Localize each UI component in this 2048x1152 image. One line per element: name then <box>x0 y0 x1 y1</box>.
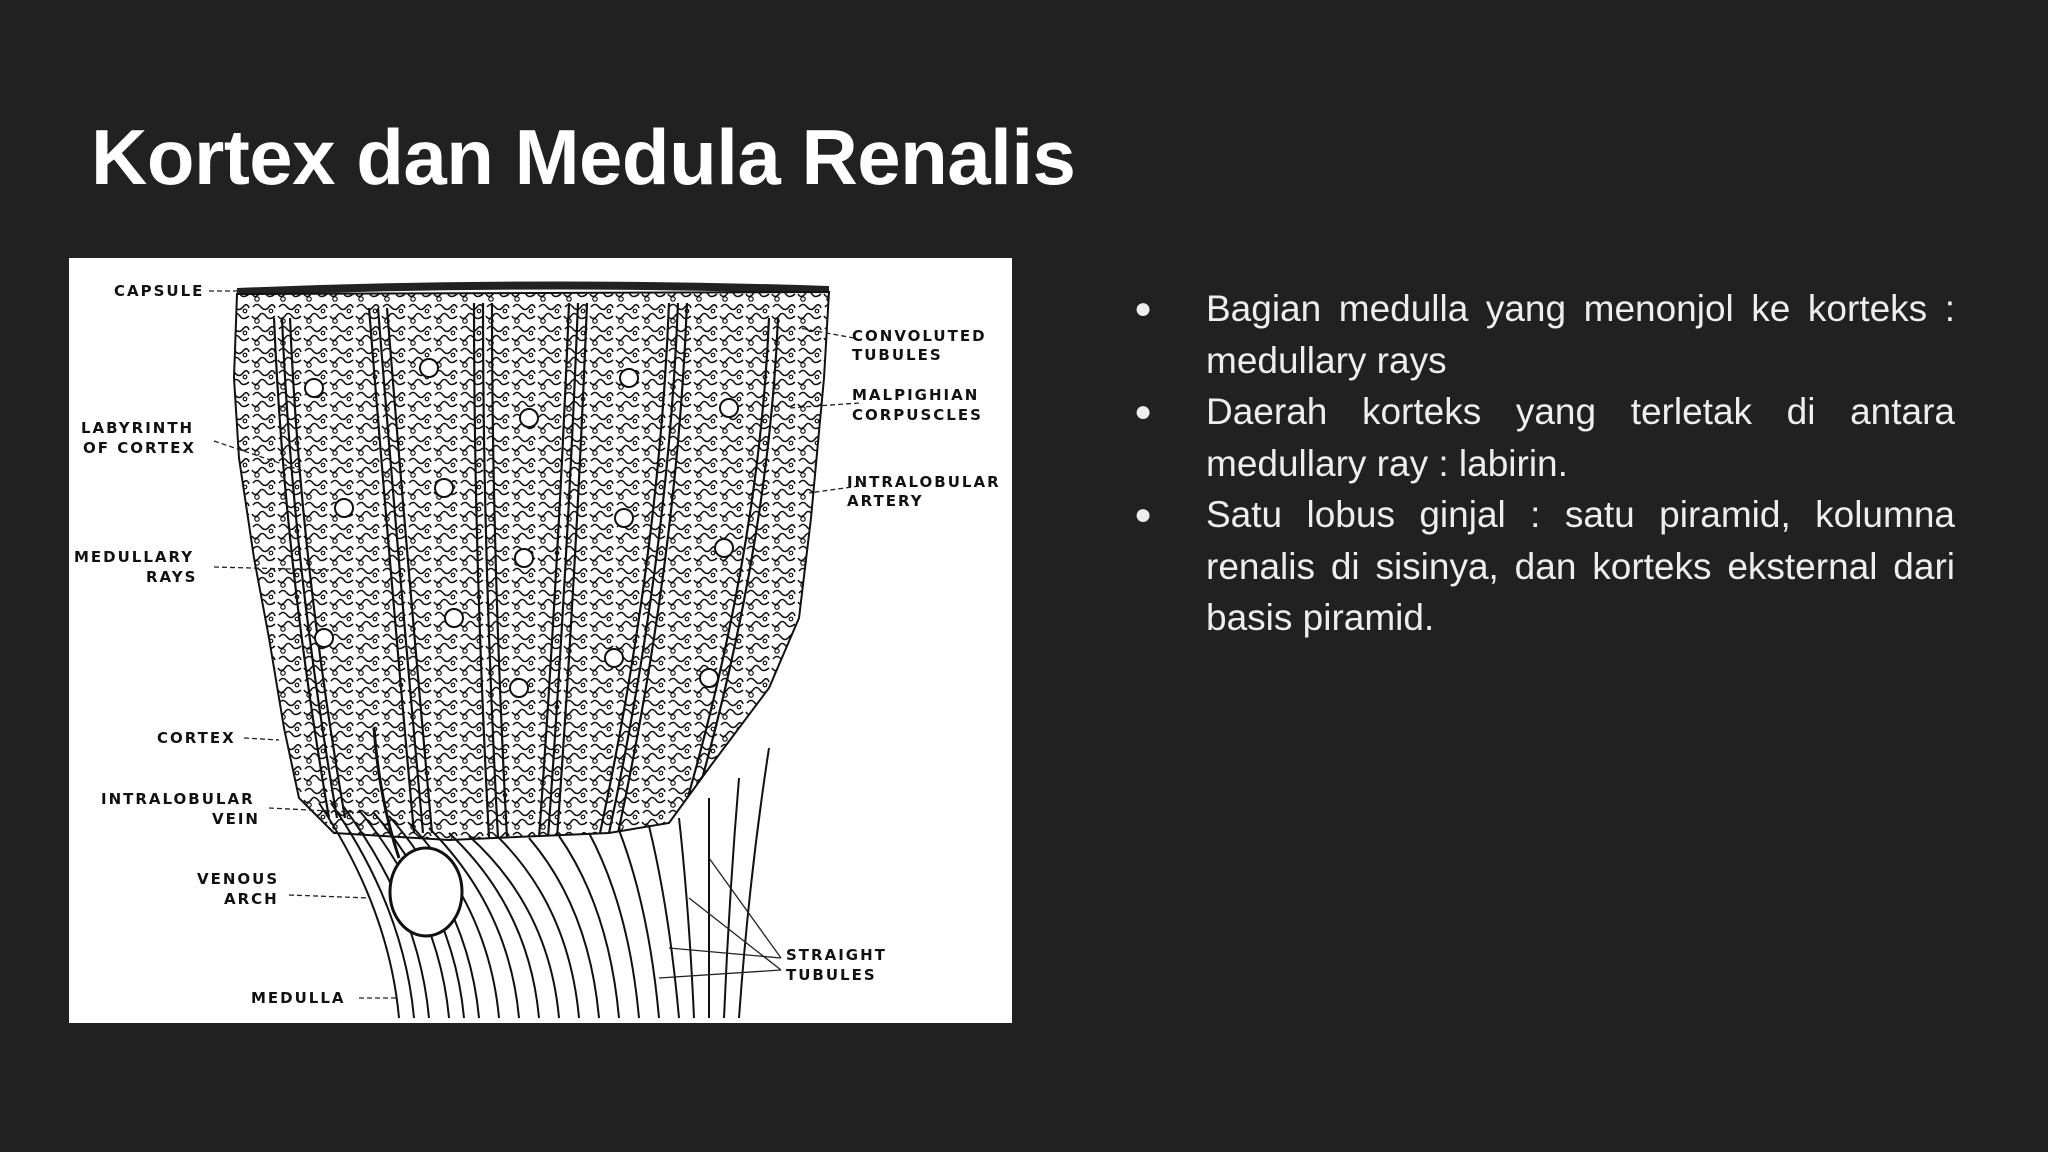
label-straight-tubules: STRAIGHT <box>786 946 887 964</box>
label-labyrinth: LABYRINTH <box>81 419 195 437</box>
label-medulla: MEDULLA <box>251 989 346 1007</box>
bullet-text: Daerah korteks yang terletak di antara medullary ray : labirin. <box>1206 391 1955 484</box>
label-straight-tubules-2: TUBULES <box>786 966 877 984</box>
label-medullary: MEDULLARY <box>74 548 195 566</box>
kidney-section-illustration <box>69 258 1012 1023</box>
bullet-list <box>1130 283 1955 644</box>
label-labyrinth-2: OF CORTEX <box>83 439 196 457</box>
slide-title: Kortex dan Medula Renalis <box>91 113 1076 201</box>
label-malpighian-corpuscles-2: CORPUSCLES <box>852 406 983 424</box>
bullet-item <box>1130 489 1955 644</box>
label-venous-arch-2: ARCH <box>224 890 279 908</box>
bullet-item <box>1130 283 1955 386</box>
label-medullary-2: RAYS <box>146 568 198 586</box>
bullet-dot-icon: ● <box>1134 395 1153 428</box>
bullet-dot-icon: ● <box>1134 498 1153 531</box>
label-intralobular-artery-2: ARTERY <box>847 492 924 510</box>
label-intralobular-vein: INTRALOBULAR <box>101 790 255 808</box>
label-intralobular-artery: INTRALOBULAR <box>847 473 1001 491</box>
label-venous-arch: VENOUS <box>197 870 280 888</box>
label-cortex: CORTEX <box>157 729 236 747</box>
kidney-cortex-medulla-figure <box>69 258 1012 1023</box>
bullet-text: Satu lobus ginjal : satu piramid, kolumna renalis di sisinya, dan korteks eksternal dari basis piramid. <box>1206 494 1955 638</box>
label-malpighian-corpuscles: MALPIGHIAN <box>852 386 980 404</box>
label-convoluted-tubules-2: TUBULES <box>852 346 943 364</box>
label-intralobular-vein-2: VEIN <box>212 810 260 828</box>
bullet-dot-icon: ● <box>1134 292 1153 325</box>
label-convoluted-tubules: CONVOLUTED <box>852 327 987 345</box>
label-capsule: CAPSULE <box>114 282 205 300</box>
bullet-item <box>1130 386 1955 489</box>
bullet-text: Bagian medulla yang menonjol ke korteks : medullary rays <box>1206 288 1955 381</box>
